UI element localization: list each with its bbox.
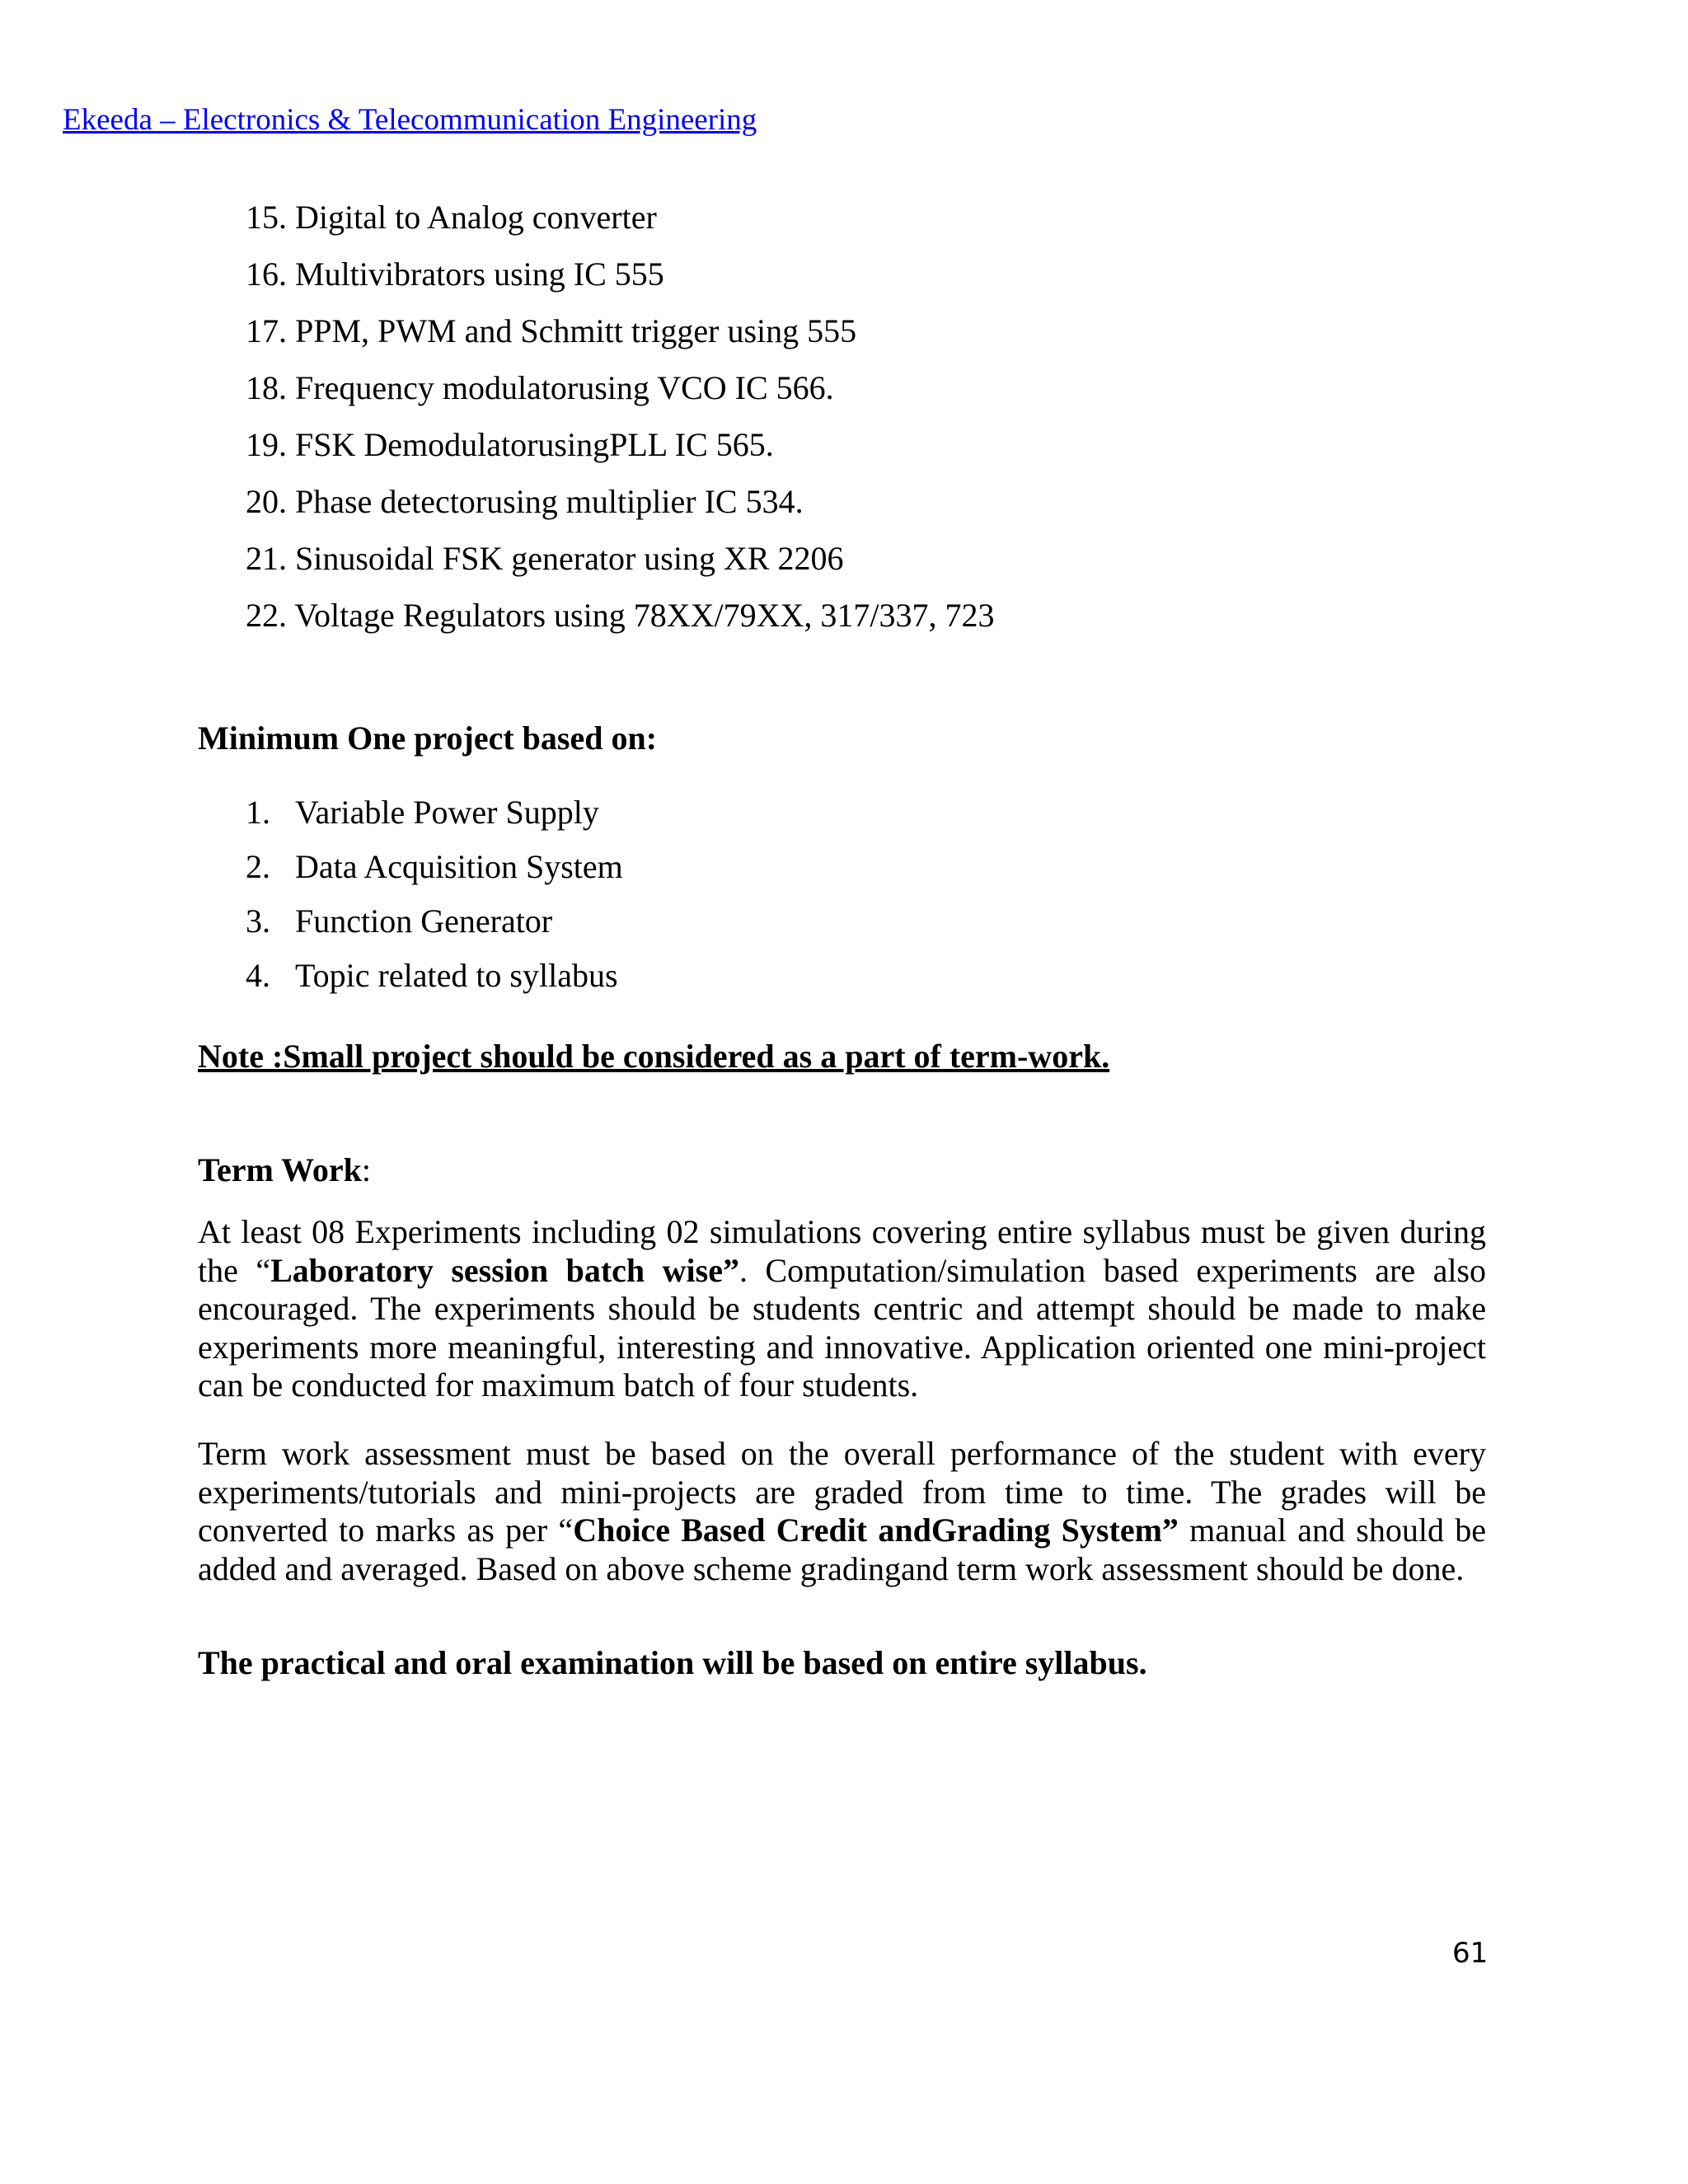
term-work-heading <box>198 1151 371 1189</box>
list-item: 19. FSK DemodulatorusingPLL IC 565. <box>246 426 774 463</box>
list-item: 18. Frequency modulatorusing VCO IC 566. <box>246 369 834 406</box>
note-text: Note :Small project should be considered as a part of term-work. <box>198 1038 1110 1075</box>
list-item: 16. Multivibrators using IC 555 <box>246 255 664 293</box>
item-number: 4. <box>246 957 270 994</box>
project-heading: Minimum One project based on: <box>198 719 658 757</box>
list-item: 15. Digital to Analog converter <box>246 199 657 236</box>
page-number: 61 <box>1452 1937 1489 1970</box>
item-text: Topic related to syllabus <box>295 957 618 994</box>
list-item <box>246 847 623 902</box>
term-work-title: Term Work <box>198 1151 362 1188</box>
paragraph-text: . Computation/simulation based experiments are also encouraged. The experiments should be students centric and attempt should be made to make experiments more meaningful, interesting and innovative. Application oriented one mini-project can be conducted for maximum batch of four students. <box>198 1251 1486 1404</box>
paragraph-text: At least 08 Experiments including 02 simulations covering entire syllabus must be given during the “ <box>198 1213 1486 1289</box>
item-number: 2. <box>246 848 270 885</box>
term-work-colon: : <box>361 1151 372 1188</box>
project-list <box>246 793 623 1010</box>
list-item <box>246 956 623 1010</box>
list-item <box>246 793 623 847</box>
list-item: 20. Phase detectorusing multiplier IC 534. <box>246 483 804 520</box>
paragraph-text: manual and should be added and averaged. Based on above scheme gradingand term work assessment should be done. <box>198 1511 1486 1587</box>
item-number: 1. <box>246 794 270 831</box>
paragraph-text: Term work assessment must be based on the overall performance of the student with every experiments/tutorials and mini-projects are graded from time to time. The grades will be converted to marks as per “ <box>198 1435 1486 1549</box>
list-item <box>246 902 623 956</box>
list-item: 22. Voltage Regulators using 78XX/79XX, 317/337, 723 <box>246 597 995 634</box>
header-link[interactable]: Ekeeda – Electronics & Telecommunication Engineering <box>63 103 757 137</box>
list-item: 17. PPM, PWM and Schmitt trigger using 555 <box>246 312 857 349</box>
term-work-paragraph-2 <box>198 1435 1486 1588</box>
item-text: Data Acquisition System <box>295 848 623 885</box>
item-text: Variable Power Supply <box>295 794 599 831</box>
list-item: 21. Sinusoidal FSK generator using XR 2206 <box>246 540 844 577</box>
paragraph-bold-text: Choice Based Credit andGrading System” <box>573 1511 1179 1549</box>
experiment-list <box>246 198 995 653</box>
paragraph-bold-text: Laboratory session batch wise” <box>270 1251 739 1289</box>
term-work-paragraph-1 <box>198 1213 1486 1405</box>
final-statement: The practical and oral examination will be based on entire syllabus. <box>198 1644 1147 1681</box>
item-number: 3. <box>246 902 270 940</box>
item-text: Function Generator <box>295 902 553 940</box>
